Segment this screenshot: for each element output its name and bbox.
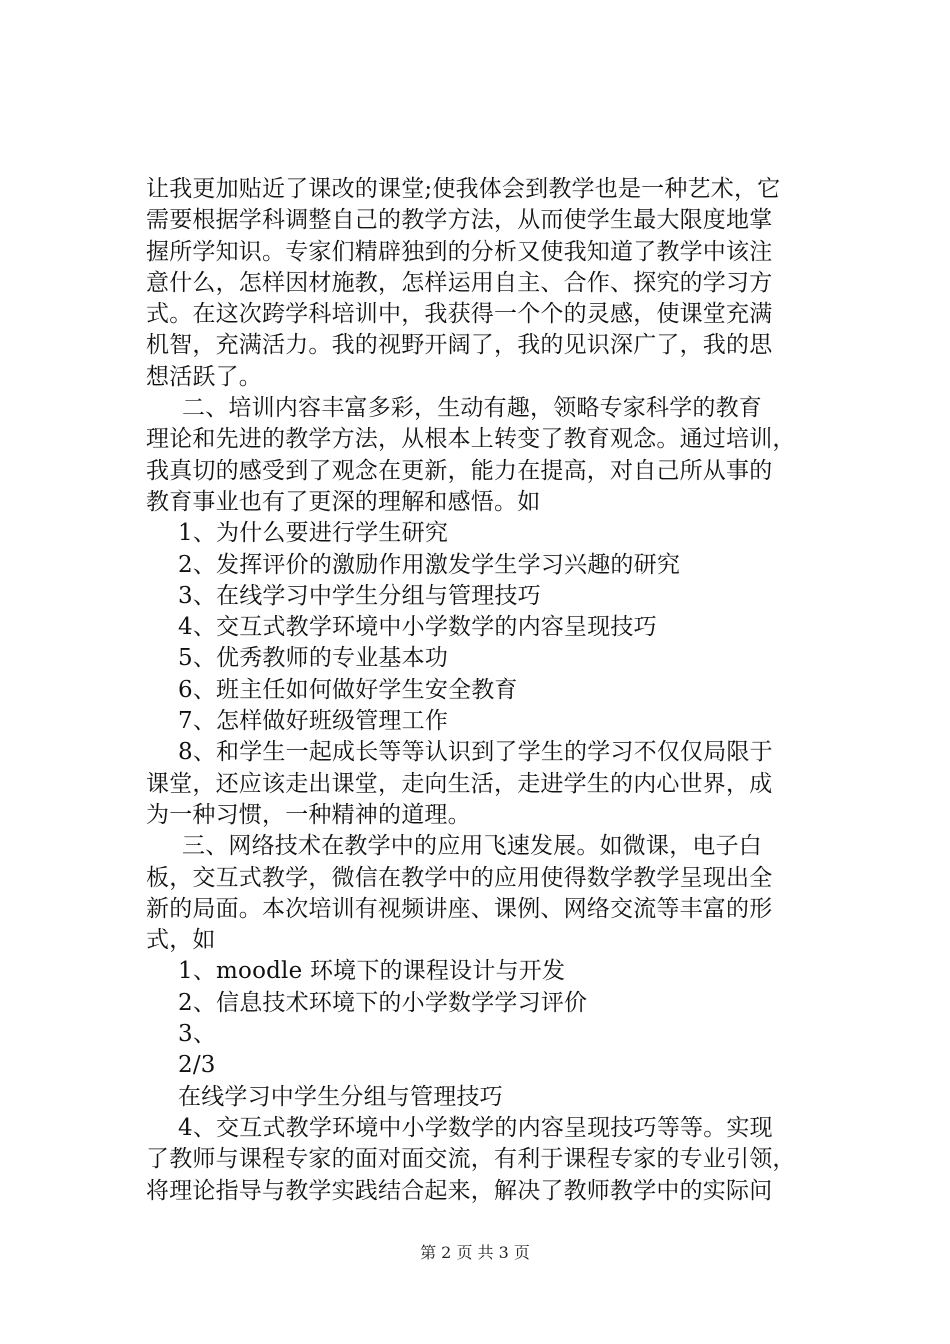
text-line: 8、和学生一起成长等等认识到了学生的学习不仅仅局限于 bbox=[178, 739, 773, 766]
text-line: 需要根据学科调整自己的教学方法，从而使学生最大限度地掌 bbox=[146, 207, 773, 234]
text-line: 2/3 bbox=[178, 1052, 216, 1079]
text-line: 1、为什么要进行学生研究 bbox=[178, 520, 449, 547]
text-line: 3、 bbox=[178, 1021, 217, 1048]
text-line: 教育事业也有了更深的理解和感悟。如 bbox=[146, 488, 541, 515]
text-line: 2、信息技术环境下的小学数学学习评价 bbox=[178, 989, 588, 1016]
text-line: 式。在这次跨学科培训中，我获得一个个的灵感，使课堂充满 bbox=[146, 301, 773, 328]
text-line: 在线学习中学生分组与管理技巧 bbox=[178, 1083, 503, 1110]
text-line: 机智，充满活力。我的视野开阔了，我的见识深广了，我的思 bbox=[146, 332, 773, 359]
text-line: 将理论指导与教学实践结合起来，解决了教师教学中的实际问 bbox=[146, 1177, 773, 1204]
text-line: 7、怎样做好班级管理工作 bbox=[178, 708, 449, 735]
text-line: 理论和先进的教学方法，从根本上转变了教育观念。通过培训， bbox=[146, 426, 796, 453]
text-line: 式，如 bbox=[146, 927, 216, 954]
text-line: 想活跃了。 bbox=[146, 363, 262, 390]
page-footer: 第 2 页 共 3 页 bbox=[420, 1243, 530, 1262]
text-line: 让我更加贴近了课改的课堂;使我体会到教学也是一种艺术，它 bbox=[146, 176, 781, 202]
text-line: 握所学知识。专家们精辟独到的分析又使我知道了教学中该注 bbox=[146, 238, 773, 265]
text-line: 5、优秀教师的专业基本功 bbox=[178, 645, 449, 672]
text-line: 新的局面。本次培训有视频讲座、课例、网络交流等丰富的形 bbox=[146, 895, 773, 922]
text-line: 二、培训内容丰富多彩，生动有趣，领略专家科学的教育 bbox=[182, 395, 762, 422]
text-line: 2、发挥评价的激励作用激发学生学习兴趣的研究 bbox=[178, 551, 681, 578]
text-line: 课堂，还应该走出课堂，走向生活，走进学生的内心世界，成 bbox=[146, 770, 773, 797]
text-line: 了教师与课程专家的面对面交流，有利于课程专家的专业引领， bbox=[146, 1146, 796, 1173]
text-line: 6、班主任如何做好学生安全教育 bbox=[178, 676, 518, 703]
text-line: 三、网络技术在教学中的应用飞速发展。如微课，电子白 bbox=[182, 833, 762, 860]
text-line: 板，交互式教学，微信在教学中的应用使得数学教学呈现出全 bbox=[146, 864, 773, 891]
document-body bbox=[146, 174, 826, 1207]
text-line: 4、交互式教学环境中小学数学的内容呈现技巧 bbox=[178, 614, 657, 641]
text-line: 4、交互式教学环境中小学数学的内容呈现技巧等等。实现 bbox=[178, 1114, 773, 1141]
text-line: 3、在线学习中学生分组与管理技巧 bbox=[178, 582, 541, 609]
text-line: 我真切的感受到了观念在更新，能力在提高，对自己所从事的 bbox=[146, 457, 773, 484]
text-line: 1、moodle 环境下的课程设计与开发 bbox=[178, 958, 566, 985]
text-line: 为一种习惯，一种精神的道理。 bbox=[146, 801, 471, 828]
text-line: 意什么，怎样因材施教，怎样运用自主、合作、探究的学习方 bbox=[146, 269, 773, 296]
